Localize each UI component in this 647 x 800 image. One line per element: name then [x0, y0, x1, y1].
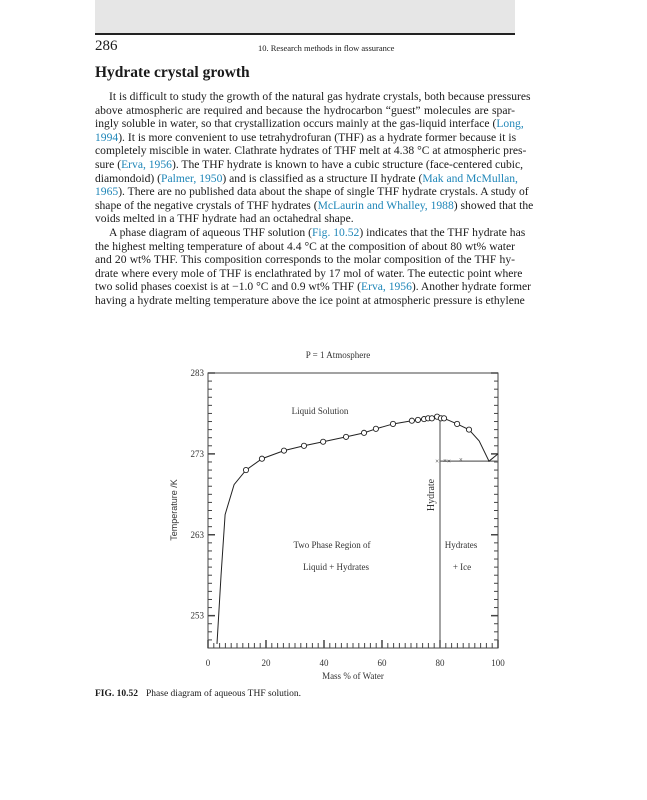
data-point-circle	[361, 430, 366, 435]
text-span: voids melted in a THF hydrate had an octahedral shape.	[95, 212, 354, 226]
y-tick-label: 283	[190, 368, 204, 378]
text-span: having a hydrate melting temperature above the ice point at atmospheric pressure is ethylene	[95, 293, 525, 307]
citation-link[interactable]: Long,	[496, 117, 524, 131]
data-point-circle	[441, 416, 446, 421]
liquidus-curve	[217, 417, 498, 644]
citation-link[interactable]: Mak and McMullan,	[422, 171, 518, 185]
citation-link[interactable]: 1965	[95, 185, 119, 199]
data-point-cross: ×	[442, 456, 447, 465]
text-span: above atmospheric are required and because the hydrocarbon “guest” molecules are spar-	[95, 103, 515, 117]
data-point-circle	[243, 467, 248, 472]
text-span: shape of the negative crystals of THF hydrates (	[95, 198, 318, 212]
data-point-circle	[415, 417, 420, 422]
data-point-cross: ×	[435, 457, 440, 466]
text-span: ). The THF hydrate is known to have a cubic structure (face-centered cubic,	[171, 157, 524, 171]
text-span: sure (	[95, 157, 122, 171]
text-span: ). It is more convenient to use tetrahydrofuran (THF) as a hydrate former because it is	[118, 130, 517, 144]
x-tick-label: 0	[205, 658, 211, 668]
text-span: drate where every mole of THF is enclathrated by 17 mol of water. The eutectic point where	[95, 266, 523, 280]
annotation-two-phase: Two Phase Region of	[293, 540, 371, 550]
page-number: 286	[95, 38, 118, 54]
x-tick-label: 40	[319, 658, 329, 668]
data-point-circle	[429, 416, 434, 421]
text-span: and 20 wt% THF. This composition corresponds to the molar composition of the THF hy-	[95, 253, 515, 267]
citation-link[interactable]: 1994	[95, 130, 119, 144]
data-point-circle	[373, 426, 378, 431]
x-axis-label: Mass % of Water	[322, 671, 384, 681]
y-tick-label: 263	[190, 529, 204, 540]
data-point-circle	[455, 421, 460, 426]
data-point-circle	[321, 439, 326, 444]
data-point-cross: ×	[458, 456, 463, 465]
y-tick-label: 273	[190, 448, 204, 459]
data-point-circle	[390, 421, 395, 426]
figure-caption	[95, 689, 301, 699]
citation-link[interactable]: Fig. 10.52	[311, 225, 360, 239]
citation-link[interactable]: Erva, 1956	[121, 157, 172, 171]
citation-link[interactable]: Erva, 1956	[361, 280, 412, 294]
section-title: Hydrate crystal growth	[95, 64, 250, 81]
chart-title: P = 1 Atmosphere	[305, 350, 371, 360]
y-tick-label: 253	[190, 610, 204, 621]
text-span: ) showed that the	[453, 198, 534, 212]
annotation-hydrates: Hydrates	[444, 540, 478, 550]
text-span: two solid phases coexist is at −1.0 °C and 0.9 wt% THF (	[95, 280, 362, 294]
citation-link[interactable]: McLaurin and Whalley, 1988	[317, 198, 454, 212]
data-point-circle	[281, 448, 286, 453]
annotation-ice: + Ice	[452, 562, 472, 572]
caption-text: Phase diagram of aqueous THF solution.	[146, 689, 301, 699]
data-point-circle	[259, 456, 264, 461]
data-point-circle	[409, 418, 414, 423]
data-point-cross: ×	[447, 457, 451, 466]
annotation-liquid-solution: Liquid Solution	[291, 406, 349, 416]
text-span: A phase diagram of aqueous THF solution (	[109, 225, 312, 239]
text-span: ). There are no published data about the shape of single THF hydrate crystals. A study of	[118, 185, 529, 199]
text-span: ) and is classified as a structure II hydrate (	[222, 171, 423, 185]
x-tick-label: 60	[377, 658, 387, 668]
x-tick-label: 100	[491, 658, 505, 668]
figure-label: FIG. 10.52	[95, 689, 139, 699]
x-tick-label: 80	[435, 658, 445, 668]
text-span: It is difficult to study the growth of the natural gas hydrate crystals, both because pressures	[109, 90, 531, 103]
text-span: completely miscible in water. Clathrate hydrates of THF melt at 4.38 °C at atmospheric pres-	[95, 144, 527, 158]
data-point-circle	[343, 434, 348, 439]
text-span: ). Another hydrate former	[411, 280, 532, 294]
running-title: 10. Research methods in flow assurance	[258, 43, 395, 53]
text-span: diamondoid) (	[95, 171, 162, 185]
text-span: the highest melting temperature of about 4.4 °C at the composition of about 80 wt% water	[95, 239, 515, 253]
x-tick-label: 20	[261, 658, 271, 668]
citation-link[interactable]: Palmer, 1950	[161, 171, 223, 185]
text-span: ingly soluble in water, so that crystallization occurs mainly at the gas-liquid interface (	[95, 117, 497, 131]
text-span: ) indicates that the THF hydrate has	[359, 225, 526, 239]
y-axis-label: Temperature /K	[169, 479, 179, 541]
data-point-circle	[466, 427, 471, 432]
data-point-circle	[301, 443, 306, 448]
plot-frame	[208, 373, 498, 648]
annotation-liquid-hydrates: Liquid + Hydrates	[302, 562, 370, 572]
annotation-hydrate-line: Hydrate	[426, 478, 437, 512]
